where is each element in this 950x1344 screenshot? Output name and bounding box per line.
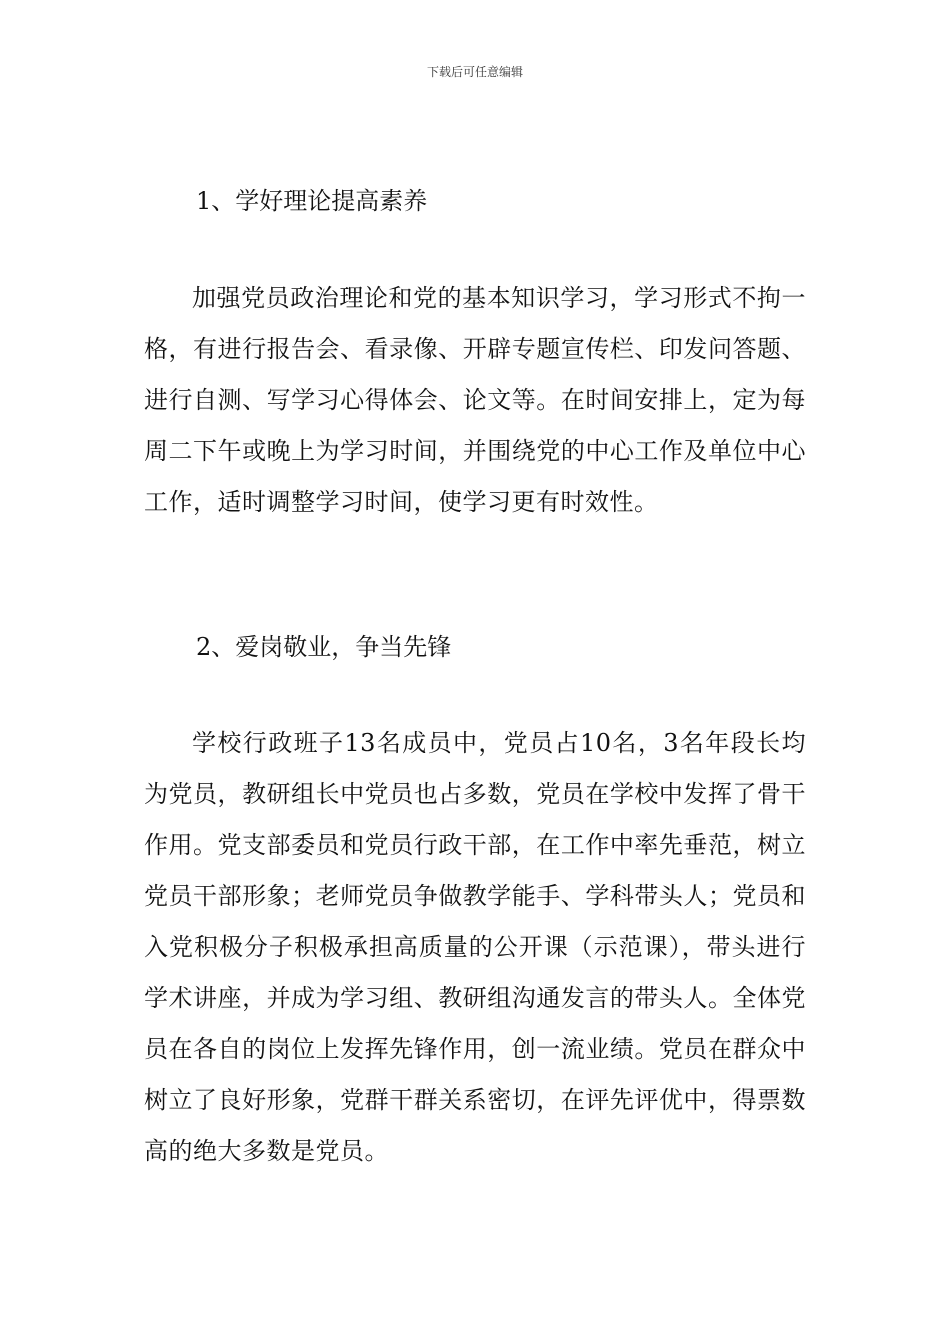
section-heading-1: 1、学好理论提高素养	[196, 187, 428, 215]
section-paragraph-1: 加强党员政治理论和党的基本知识学习，学习形式不拘一格，有进行报告会、看录像、开辟专题宣传栏、印发问答题、进行自测、写学习心得体会、论文等。在时间安排上，定为每周二下午或晚上为学习时间，并围绕党的中心工作及单位中心工作，适时调整学习时间，使学习更有时效性。	[144, 284, 806, 516]
section-heading-2: 2、爱岗敬业，争当先锋	[196, 633, 452, 661]
section-paragraph-2: 学校行政班子13名成员中，党员占10名，3名年段长均为党员，教研组长中党员也占多数，党员在学校中发挥了骨干作用。党支部委员和党员行政干部，在工作中率先垂范，树立党员干部形象；老师党员争做教学能手、学科带头人；党员和入党积极分子积极承担高质量的公开课（示范课），带头进行学术讲座，并成为学习组、教研组沟通发言的带头人。全体党员在各自的岗位上发挥先锋作用，创一流业绩。党员在群众中树立了良好形象，党群干群关系密切，在评先评优中，得票数高的绝大多数是党员。	[144, 729, 806, 1165]
header-note: 下载后可任意编辑	[426, 65, 523, 79]
